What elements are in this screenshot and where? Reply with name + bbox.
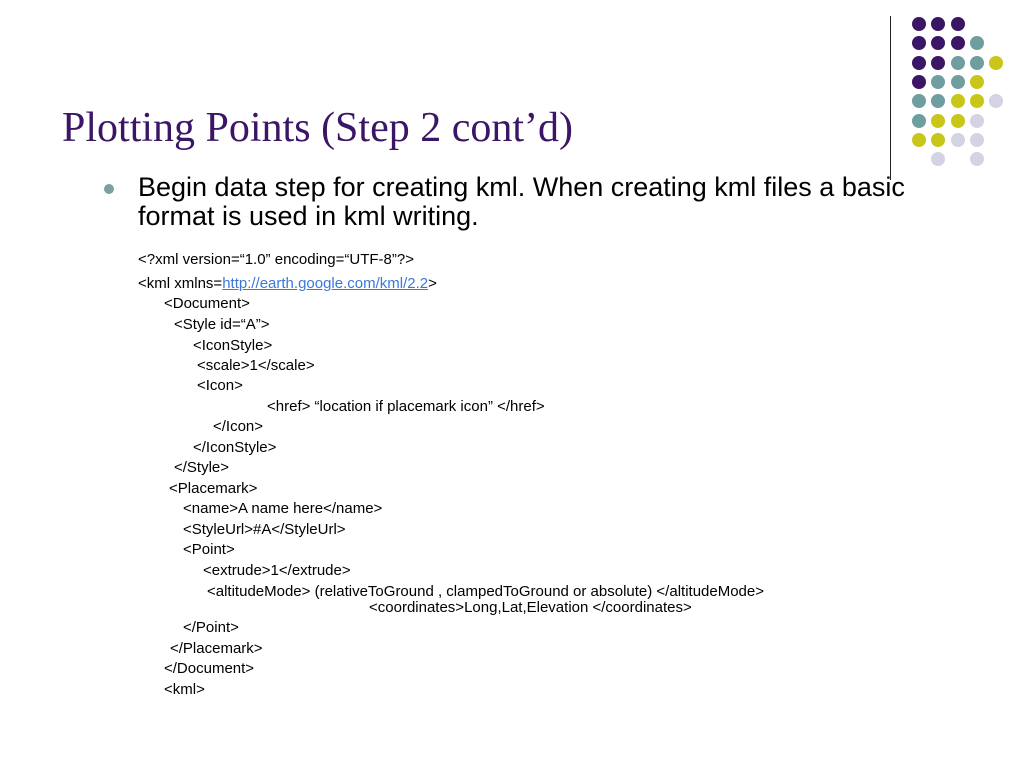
decorative-dot	[951, 36, 965, 50]
kml-open-prefix: <kml xmlns=	[138, 275, 223, 292]
code-line-href: <href> “location if placemark icon” </href>	[267, 398, 545, 415]
vertical-divider	[890, 16, 891, 180]
decorative-dot	[970, 75, 984, 89]
code-line-style-open: <Style id=“A”>	[174, 316, 270, 333]
decorative-dot	[970, 36, 984, 50]
bullet-text: Begin data step for creating kml. When creating kml files a basic format is used in kml writing.	[138, 172, 905, 231]
code-line-iconstyle-open: <IconStyle>	[193, 337, 273, 354]
decorative-dot	[931, 152, 945, 166]
code-line-extrude: <extrude>1</extrude>	[203, 562, 351, 579]
code-line-document-close: </Document>	[164, 660, 255, 677]
kml-open-suffix: >	[428, 275, 437, 292]
slide-title: Plotting Points (Step 2 cont’d)	[62, 105, 574, 151]
code-line-altitude-mode: <altitudeMode> (relativeToGround , clampedToGround or absolute) </altitudeMode>	[207, 583, 764, 600]
decorative-dot	[951, 94, 965, 108]
decorative-dot	[912, 17, 926, 31]
decorative-dot	[931, 36, 945, 50]
code-line-xml-declaration: <?xml version=“1.0” encoding=“UTF-8”?>	[138, 251, 414, 268]
decorative-dot	[931, 133, 945, 147]
decorative-dot	[970, 152, 984, 166]
decorative-dot	[970, 114, 984, 128]
kml-namespace-link[interactable]: http://earth.google.com/kml/2.2	[222, 275, 429, 292]
code-line-kml-open	[138, 275, 437, 293]
decorative-dot	[951, 17, 965, 31]
code-line-point-open: <Point>	[183, 541, 235, 558]
code-line-coordinates: <coordinates>Long,Lat,Elevation </coordinates>	[369, 599, 692, 616]
code-line-point-close: </Point>	[183, 619, 239, 636]
decorative-dot	[912, 56, 926, 70]
decorative-dot	[951, 114, 965, 128]
code-line-kml-close: <kml>	[164, 681, 205, 698]
decorative-dot	[912, 94, 926, 108]
code-line-placemark-open: <Placemark>	[169, 480, 258, 497]
decorative-dot	[970, 133, 984, 147]
code-line-name: <name>A name here</name>	[183, 500, 383, 517]
decorative-dot	[912, 133, 926, 147]
decorative-dot	[970, 56, 984, 70]
decorative-dot	[970, 94, 984, 108]
decorative-dot	[951, 133, 965, 147]
code-line-document-open: <Document>	[164, 295, 250, 312]
decorative-dot	[912, 36, 926, 50]
decorative-dot	[951, 75, 965, 89]
decorative-dot	[989, 94, 1003, 108]
decorative-dot	[931, 114, 945, 128]
decorative-dot	[951, 56, 965, 70]
code-line-iconstyle-close: </IconStyle>	[193, 439, 277, 456]
code-line-styleurl: <StyleUrl>#A</StyleUrl>	[183, 521, 346, 538]
decorative-dot	[912, 114, 926, 128]
decorative-dot	[912, 75, 926, 89]
decorative-dot	[931, 75, 945, 89]
bullet-dot-icon	[104, 184, 114, 194]
code-line-style-close: </Style>	[174, 459, 230, 476]
decorative-dot	[931, 94, 945, 108]
decorative-dot	[931, 56, 945, 70]
code-line-icon-open: <Icon>	[197, 377, 243, 394]
code-line-icon-close: </Icon>	[213, 418, 264, 435]
code-line-scale: <scale>1</scale>	[197, 357, 315, 374]
decorative-dot	[931, 17, 945, 31]
decorative-dot	[989, 56, 1003, 70]
code-line-placemark-close: </Placemark>	[170, 640, 263, 657]
